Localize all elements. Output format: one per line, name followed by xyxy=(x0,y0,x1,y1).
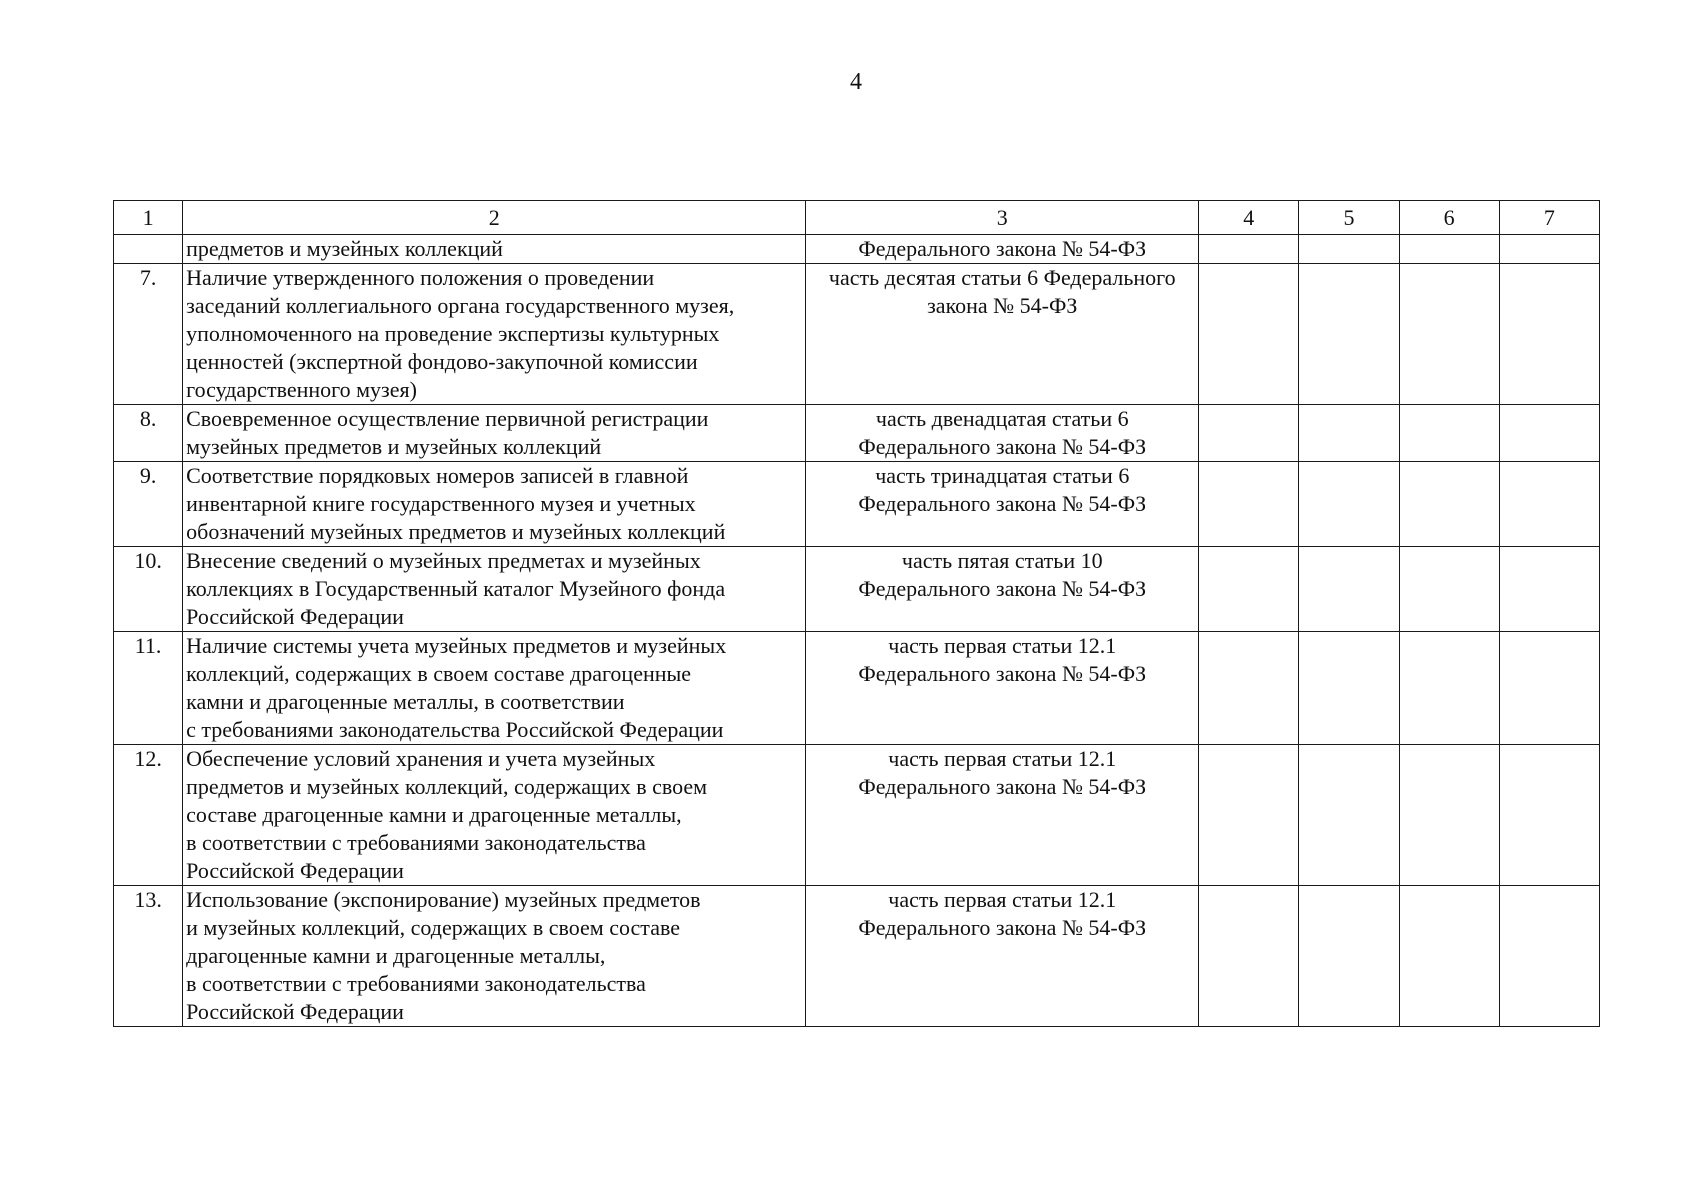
empty-cell-col-5 xyxy=(1299,745,1399,886)
column-header: 5 xyxy=(1299,201,1399,235)
requirement-line: государственного музея) xyxy=(186,377,417,402)
empty-cell-col-7 xyxy=(1499,886,1599,1027)
requirement-line: инвентарной книге государственного музея и учетных xyxy=(186,491,696,516)
empty-cell-col-4 xyxy=(1199,235,1299,264)
empty-cell-col-4 xyxy=(1199,547,1299,632)
legal-reference-line: часть первая статьи 12.1 xyxy=(888,633,1117,658)
empty-cell-col-6 xyxy=(1399,745,1499,886)
column-header: 6 xyxy=(1399,201,1499,235)
legal-reference-line: закона № 54-ФЗ xyxy=(927,293,1078,318)
requirement-line: с требованиями законодательства Российской Федерации xyxy=(186,717,724,742)
legal-reference-cell xyxy=(806,264,1199,405)
legal-reference-line: часть первая статьи 12.1 xyxy=(888,746,1117,771)
empty-cell-col-6 xyxy=(1399,405,1499,462)
legal-reference-cell xyxy=(806,632,1199,745)
column-header: 1 xyxy=(114,201,183,235)
legal-reference-line: Федерального закона № 54-ФЗ xyxy=(858,774,1147,799)
empty-cell-col-5 xyxy=(1299,264,1399,405)
legal-reference-line: часть тринадцатая статьи 6 xyxy=(875,463,1130,488)
table-row xyxy=(114,405,1600,462)
legal-reference-cell xyxy=(806,462,1199,547)
legal-reference-line: Федерального закона № 54-ФЗ xyxy=(858,491,1147,516)
table-row xyxy=(114,632,1600,745)
requirement-line: составе драгоценные камни и драгоценные металлы, xyxy=(186,802,682,827)
requirement-line: драгоценные камни и драгоценные металлы, xyxy=(186,943,606,968)
column-number-row xyxy=(114,201,1600,235)
legal-reference-cell xyxy=(806,745,1199,886)
requirement-line: Российской Федерации xyxy=(186,999,404,1024)
empty-cell-col-5 xyxy=(1299,405,1399,462)
row-number: 7. xyxy=(114,264,183,405)
requirement-cell xyxy=(183,886,806,1027)
requirement-line: обозначений музейных предметов и музейных коллекций xyxy=(186,519,726,544)
requirement-cell xyxy=(183,745,806,886)
empty-cell-col-6 xyxy=(1399,235,1499,264)
column-header: 2 xyxy=(183,201,806,235)
requirement-line: Российской Федерации xyxy=(186,604,404,629)
requirement-cell xyxy=(183,405,806,462)
requirement-line: в соответствии с требованиями законодательства xyxy=(186,830,646,855)
requirement-line: Обеспечение условий хранения и учета музейных xyxy=(186,746,656,771)
row-number xyxy=(114,235,183,264)
legal-reference-line: Федерального закона № 54-ФЗ xyxy=(858,576,1147,601)
legal-reference-line: часть десятая статьи 6 Федерального xyxy=(828,265,1176,290)
table-row xyxy=(114,264,1600,405)
requirement-cell xyxy=(183,547,806,632)
empty-cell-col-4 xyxy=(1199,745,1299,886)
table-row xyxy=(114,235,1600,264)
legal-reference-line: Федерального закона № 54-ФЗ xyxy=(858,915,1147,940)
requirement-line: коллекциях в Государственный каталог Музейного фонда xyxy=(186,576,726,601)
legal-reference-line: Федерального закона № 54-ФЗ xyxy=(858,434,1147,459)
requirement-line: Внесение сведений о музейных предметах и музейных xyxy=(186,548,701,573)
requirement-line: Соответствие порядковых номеров записей в главной xyxy=(186,463,689,488)
empty-cell-col-7 xyxy=(1499,547,1599,632)
empty-cell-col-5 xyxy=(1299,462,1399,547)
requirement-cell xyxy=(183,632,806,745)
empty-cell-col-7 xyxy=(1499,632,1599,745)
empty-cell-col-4 xyxy=(1199,462,1299,547)
empty-cell-col-6 xyxy=(1399,264,1499,405)
requirement-line: предметов и музейных коллекций, содержащих в своем xyxy=(186,774,708,799)
requirement-line: Наличие утвержденного положения о проведении xyxy=(186,265,655,290)
empty-cell-col-7 xyxy=(1499,745,1599,886)
row-number: 8. xyxy=(114,405,183,462)
empty-cell-col-5 xyxy=(1299,632,1399,745)
requirement-line: музейных предметов и музейных коллекций xyxy=(186,434,602,459)
requirement-cell xyxy=(183,462,806,547)
table-row xyxy=(114,886,1600,1027)
legal-reference-cell xyxy=(806,405,1199,462)
empty-cell-col-4 xyxy=(1199,405,1299,462)
requirement-line: коллекций, содержащих в своем составе драгоценные xyxy=(186,661,692,686)
requirement-line: камни и драгоценные металлы, в соответствии xyxy=(186,689,625,714)
empty-cell-col-6 xyxy=(1399,462,1499,547)
checklist-table xyxy=(113,200,1600,1027)
requirement-line: уполномоченного на проведение экспертизы культурных xyxy=(186,321,720,346)
empty-cell-col-6 xyxy=(1399,886,1499,1027)
column-header: 4 xyxy=(1199,201,1299,235)
column-header: 3 xyxy=(806,201,1199,235)
legal-reference-line: Федерального закона № 54-ФЗ xyxy=(858,661,1147,686)
legal-reference-line: часть пятая статьи 10 xyxy=(901,548,1103,573)
empty-cell-col-7 xyxy=(1499,462,1599,547)
empty-cell-col-5 xyxy=(1299,235,1399,264)
empty-cell-col-5 xyxy=(1299,547,1399,632)
legal-reference-cell xyxy=(806,547,1199,632)
requirement-line: и музейных коллекций, содержащих в своем составе xyxy=(186,915,680,940)
empty-cell-col-6 xyxy=(1399,547,1499,632)
row-number: 11. xyxy=(114,632,183,745)
requirement-cell xyxy=(183,264,806,405)
requirement-line: заседаний коллегиального органа государственного музея, xyxy=(186,293,735,318)
empty-cell-col-6 xyxy=(1399,632,1499,745)
row-number: 10. xyxy=(114,547,183,632)
table-body xyxy=(114,235,1600,1027)
empty-cell-col-7 xyxy=(1499,405,1599,462)
legal-reference-cell xyxy=(806,886,1199,1027)
empty-cell-col-7 xyxy=(1499,235,1599,264)
row-number: 13. xyxy=(114,886,183,1027)
requirement-line: Своевременное осуществление первичной регистрации xyxy=(186,406,709,431)
requirement-cell xyxy=(183,235,806,264)
row-number: 12. xyxy=(114,745,183,886)
legal-reference-line: Федерального закона № 54-ФЗ xyxy=(858,236,1147,261)
column-header: 7 xyxy=(1499,201,1599,235)
requirement-line: ценностей (экспертной фондово-закупочной комиссии xyxy=(186,349,698,374)
page-number: 4 xyxy=(850,69,862,95)
requirement-line: Использование (экспонирование) музейных предметов xyxy=(186,887,701,912)
row-number: 9. xyxy=(114,462,183,547)
empty-cell-col-7 xyxy=(1499,264,1599,405)
empty-cell-col-5 xyxy=(1299,886,1399,1027)
legal-reference-line: часть двенадцатая статьи 6 xyxy=(875,406,1129,431)
legal-reference-cell xyxy=(806,235,1199,264)
requirement-line: в соответствии с требованиями законодательства xyxy=(186,971,646,996)
table-row xyxy=(114,745,1600,886)
requirement-line: Российской Федерации xyxy=(186,858,404,883)
empty-cell-col-4 xyxy=(1199,632,1299,745)
empty-cell-col-4 xyxy=(1199,886,1299,1027)
table-row xyxy=(114,462,1600,547)
requirement-line: Наличие системы учета музейных предметов и музейных xyxy=(186,633,727,658)
legal-reference-line: часть первая статьи 12.1 xyxy=(888,887,1117,912)
requirement-line: предметов и музейных коллекций xyxy=(186,236,503,261)
empty-cell-col-4 xyxy=(1199,264,1299,405)
table-row xyxy=(114,547,1600,632)
